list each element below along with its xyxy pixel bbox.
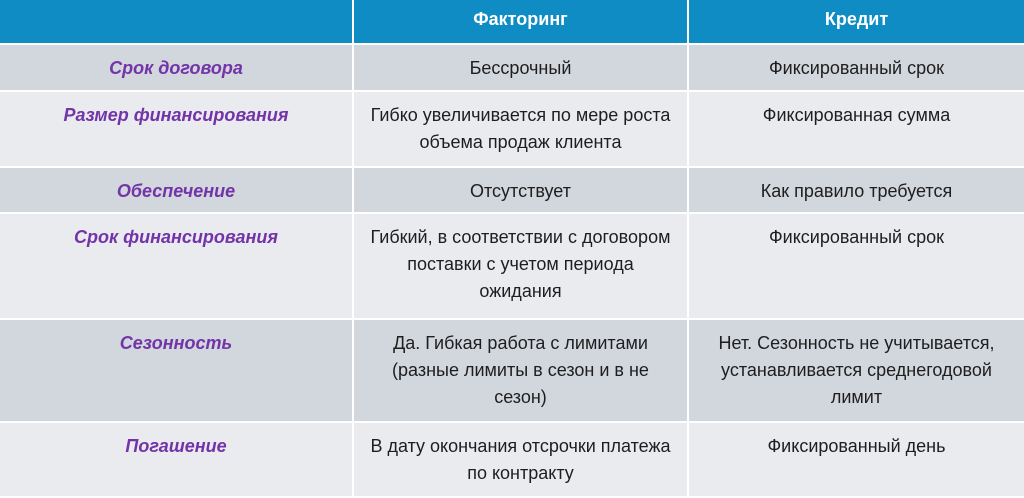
row-label: Обеспечение [0, 167, 353, 213]
factoring-cell: Гибкий, в соответствии с договором поставки с учетом периода ожидания [353, 213, 688, 319]
factoring-cell: Да. Гибкая работа с лимитами (разные лимиты в сезон и в не сезон) [353, 319, 688, 422]
credit-cell: Как правило требуется [688, 167, 1024, 213]
factoring-cell: Бессрочный [353, 44, 688, 91]
table-row [0, 167, 1024, 213]
row-label: Размер финансирования [0, 91, 353, 167]
header-credit: Кредит [688, 0, 1024, 44]
factoring-cell: Гибко увеличивается по мере роста объема продаж клиента [353, 91, 688, 167]
factoring-cell: В дату окончания отсрочки платежа по контракту [353, 422, 688, 497]
factoring-cell: Отсутствует [353, 167, 688, 213]
table-row [0, 422, 1024, 497]
row-label: Сезонность [0, 319, 353, 422]
credit-cell: Фиксированный срок [688, 213, 1024, 319]
table-row [0, 213, 1024, 319]
row-label: Срок финансирования [0, 213, 353, 319]
table-row [0, 319, 1024, 422]
table-row [0, 44, 1024, 91]
credit-cell: Фиксированный день [688, 422, 1024, 497]
table-row [0, 91, 1024, 167]
credit-cell: Фиксированный срок [688, 44, 1024, 91]
row-label: Срок договора [0, 44, 353, 91]
credit-cell: Нет. Сезонность не учитывается, устанавливается среднегодовой лимит [688, 319, 1024, 422]
credit-cell: Фиксированная сумма [688, 91, 1024, 167]
header-factoring: Факторинг [353, 0, 688, 44]
header-empty [0, 0, 353, 44]
header-row [0, 0, 1024, 44]
row-label: Погашение [0, 422, 353, 497]
